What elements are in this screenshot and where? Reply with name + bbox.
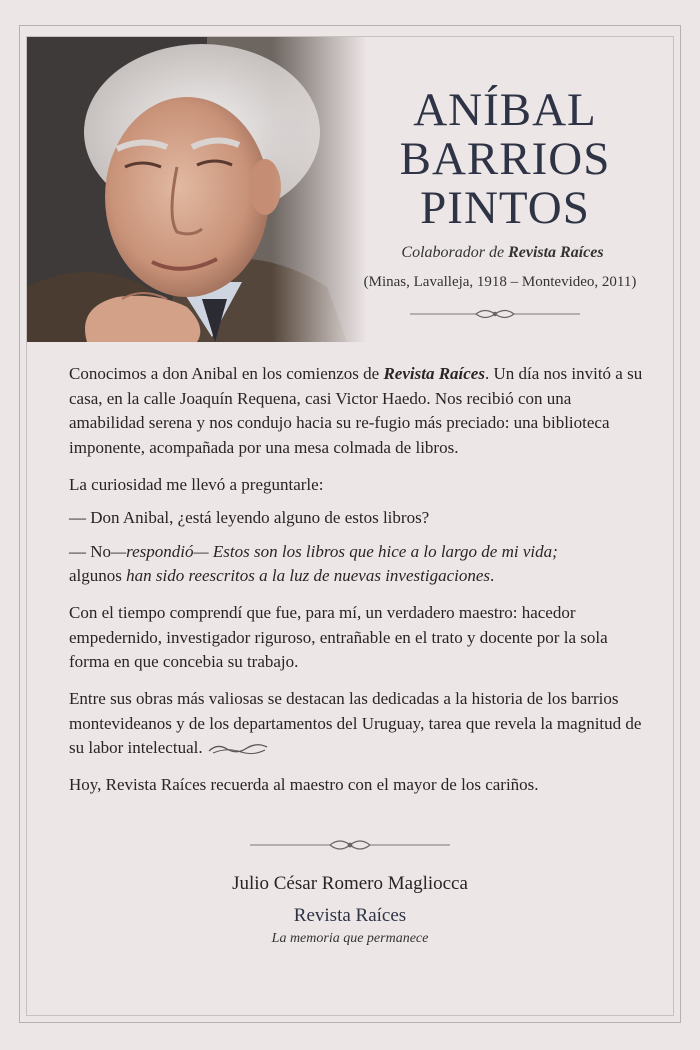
author-name: Julio César Romero Magliocca bbox=[232, 873, 468, 894]
publication-name: Revista Raíces bbox=[293, 905, 407, 926]
subtitle bbox=[360, 244, 645, 262]
paragraph-6-text: Entre sus obras más valiosas se destacan las dedicadas a la historia de los barrios montevideanos y de los departamentos del Uruguay, tarea que revela la magnitud de su labor intelectual. bbox=[69, 689, 642, 757]
paragraph-2: La curiosidad me llevó a preguntarle: bbox=[69, 474, 324, 494]
paragraph-4-dash: — No bbox=[69, 541, 112, 561]
article-body bbox=[69, 362, 644, 810]
ornament-divider-icon bbox=[410, 305, 580, 323]
paragraph-4-quote-2: han sido reescritos a la luz de nuevas investigaciones bbox=[121, 566, 491, 585]
ornament-divider-2-icon bbox=[250, 836, 450, 854]
paragraph-4 bbox=[69, 540, 644, 589]
paragraph-6 bbox=[69, 687, 644, 761]
paragraph-7: Hoy, Revista Raíces recuerda al maestro con el mayor de los cariños. bbox=[69, 775, 539, 794]
title-line-3: PINTOS bbox=[420, 182, 590, 234]
paragraph-1-end: . Un día nos invitó a su casa, en la calle Joaquín Requena, casi Victor Haedo. Nos recibió con una amabilidad serena y nos condujo hacia su re-fugio más preciado: una biblioteca imponente, acompañada por una mesa colmada de libros. bbox=[69, 364, 643, 457]
paragraph-4-algunos: algunos bbox=[69, 566, 122, 585]
paragraph-1-publication: Revista Raíces bbox=[383, 364, 485, 383]
paragraph-1-start: Conocimos a don Anibal en los comienzos de bbox=[69, 364, 384, 383]
paragraph-1 bbox=[69, 362, 644, 460]
publication-tagline: La memoria que permanece bbox=[271, 931, 429, 946]
paragraph-5: Con el tiempo comprendí que fue, para mí, un verdadero maestro: hacedor empedernido, investigador riguroso, entrañable en el trato y docente por la sola forma en que concebia su trabajo. bbox=[69, 603, 608, 671]
title-line-1: ANÍBAL bbox=[413, 84, 597, 136]
portrait-illustration bbox=[27, 37, 367, 342]
title-line-2: BARRIOS bbox=[399, 133, 611, 185]
life-dates: (Minas, Lavalleja, 1918 – Montevideo, 2011) bbox=[363, 274, 637, 290]
subtitle-prefix: Colaborador de bbox=[401, 244, 505, 261]
paragraph-4-quote-1: Estos son los libros que hice a lo largo de mi vida; bbox=[208, 541, 558, 561]
flourish-icon bbox=[207, 741, 269, 757]
portrait-photo bbox=[27, 37, 367, 342]
subtitle-publication: Revista Raíces bbox=[508, 244, 604, 261]
paragraph-3: — Don Anibal, ¿está leyendo alguno de estos libros? bbox=[69, 508, 430, 527]
page-title bbox=[375, 86, 635, 233]
paragraph-4-end: . bbox=[490, 566, 495, 585]
paragraph-4-response: —respondió— bbox=[111, 541, 209, 561]
